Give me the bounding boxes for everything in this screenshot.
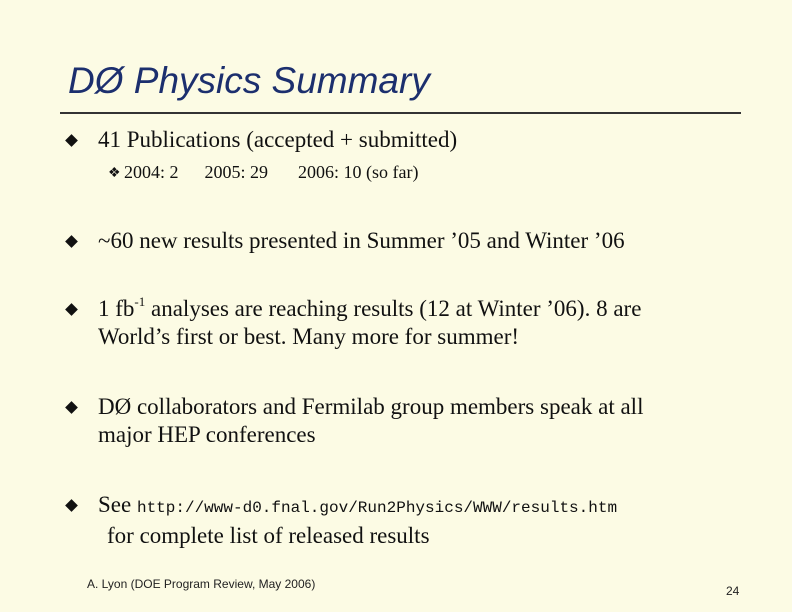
results-url-link[interactable]: http://www-d0.fnal.gov/Run2Physics/WWW/results.htm <box>136 499 618 517</box>
title-divider <box>60 112 741 114</box>
diamond-bullet-icon <box>65 235 78 248</box>
diamond-bullet-icon <box>65 401 78 414</box>
superscript-exponent: -1 <box>134 294 146 309</box>
fleuron-bullet-icon: ❖ <box>108 166 121 181</box>
sub-bullet-publication-years <box>108 160 419 186</box>
diamond-bullet-icon <box>65 499 78 512</box>
diamond-bullet-icon <box>65 134 78 147</box>
bullet-line-1: 1 $fb^{-1}$ analyses are reaching results (12 at Winter ’06). 8 are <box>98 294 642 321</box>
bullet-line-1: DØ collaborators and Fermilab group members speak at all <box>98 394 644 419</box>
bullet-text: 41 Publications (accepted + submitted) <box>98 127 458 152</box>
slide-title: DØ Physics Summary <box>68 60 430 101</box>
bullet-line-2: World’s first or best. Many more for summer! <box>98 324 520 349</box>
bullet-line-1: See http://www-d0.fnal.gov/Run2Physics/WWW/results.htm <box>98 492 618 517</box>
diamond-bullet-icon <box>65 303 78 316</box>
year-count-2006: 2006: 10 (so far) <box>298 162 419 182</box>
bullet-text <box>98 295 641 351</box>
bullet-line-2: major HEP conferences <box>98 422 316 447</box>
page-number: 24 <box>726 584 740 598</box>
bullet-text: ~60 new results presented in Summer ’05 and Winter ’06 <box>98 228 625 253</box>
bullet-text <box>98 491 617 550</box>
bullet-line-2: for complete list of released results <box>107 523 430 548</box>
year-count-2005: 2005: 29 <box>204 162 269 182</box>
year-count-2004: 2004: 2 <box>124 162 179 182</box>
bullet-text <box>98 393 643 449</box>
footer-author: A. Lyon (DOE Program Review, May 2006) <box>87 577 316 591</box>
